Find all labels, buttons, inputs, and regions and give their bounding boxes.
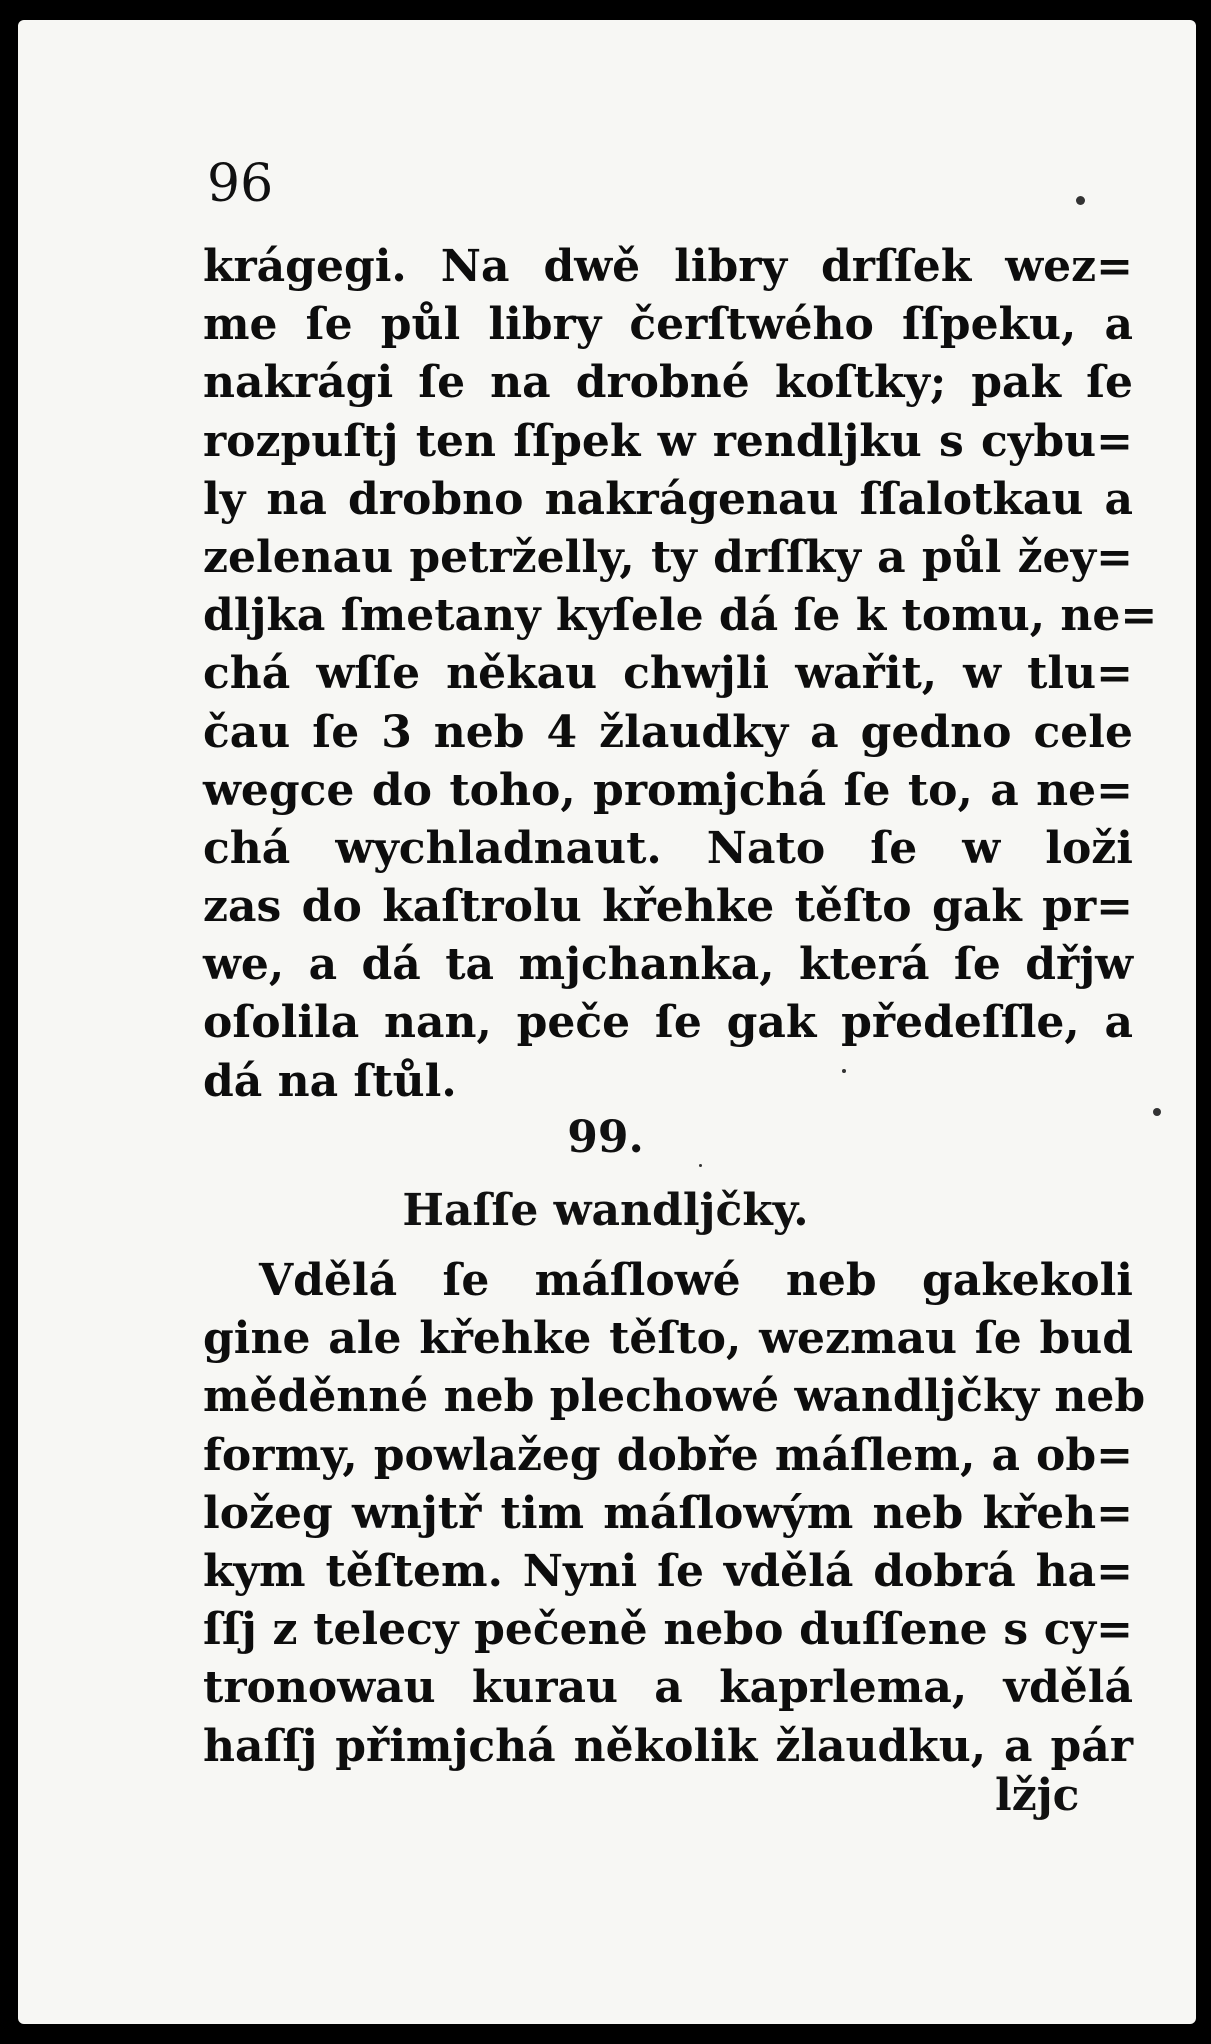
text-line: chá wychladnaut. Nato ſe w loži: [203, 822, 1133, 874]
text-line: měděnné neb plechowé wandljčky neb: [203, 1371, 1146, 1423]
text-line: chá wſſe někau chwjli wařit, w tlu=: [203, 648, 1133, 700]
text-line: oſolila nan, peče ſe gak předeſſle, a: [203, 997, 1133, 1049]
recipe-98-continuation: [203, 238, 1158, 1111]
paper-speck: [1076, 196, 1085, 205]
text-line: ſſj z telecy pečeně nebo duſſene s cy=: [203, 1604, 1133, 1656]
page-number: 96: [207, 154, 274, 214]
text-line: rozpuſtj ten ſſpek w rendljku s cybu=: [203, 415, 1133, 467]
text-line: haſſj přimjchá několik žlaudku, a pár: [203, 1720, 1133, 1772]
text-line: dljka ſmetany kyſele dá ſe k tomu, ne=: [203, 590, 1158, 642]
text-line: nakrági ſe na drobné koſtky; pak ſe: [203, 357, 1133, 409]
text-line: dá na ſtůl.: [203, 1055, 457, 1107]
paper-speck: [842, 1069, 846, 1073]
text-line: kym těſtem. Nyni ſe vdělá dobrá ha=: [203, 1545, 1133, 1597]
text-line: gine ale křehke těſto, wezmau ſe bud: [203, 1313, 1133, 1365]
text-line: formy, powlažeg dobře máſlem, a ob=: [203, 1429, 1133, 1481]
recipe-99-body: [203, 1252, 1146, 1776]
text-line: ly na drobno nakrágenau ſſalotkau a: [203, 473, 1133, 525]
text-line: me ſe půl libry čerſtwého ſſpeku, a: [203, 299, 1133, 351]
recipe-number: 99.: [567, 1112, 644, 1163]
paper-speck: [1153, 1108, 1161, 1116]
text-line: tronowau kurau a kaprlema, vdělá: [203, 1662, 1133, 1714]
text-line: Vdělá ſe máſlowé neb gakekoli: [259, 1255, 1133, 1306]
text-line: krágegi. Na dwě libry drſſek wez=: [203, 241, 1133, 292]
text-line: ložeg wnjtř tim máſlowým neb křeh=: [203, 1487, 1133, 1539]
recipe-title: Haſſe wandljčky.: [402, 1185, 809, 1236]
text-line: we, a dá ta mjchanka, která ſe dřjw: [203, 939, 1133, 991]
text-line: zas do kaſtrolu křehke těſto gak pr=: [203, 881, 1133, 933]
paper-speck: [699, 1164, 702, 1167]
text-line: wegce do toho, promjchá ſe to, a ne=: [203, 764, 1133, 816]
text-line: zelenau petrželly, ty drſſky a půl žey=: [203, 531, 1133, 583]
text-line: čau ſe 3 neb 4 žlaudky a gedno cele: [203, 706, 1133, 758]
catchword: lžjc: [995, 1770, 1080, 1821]
